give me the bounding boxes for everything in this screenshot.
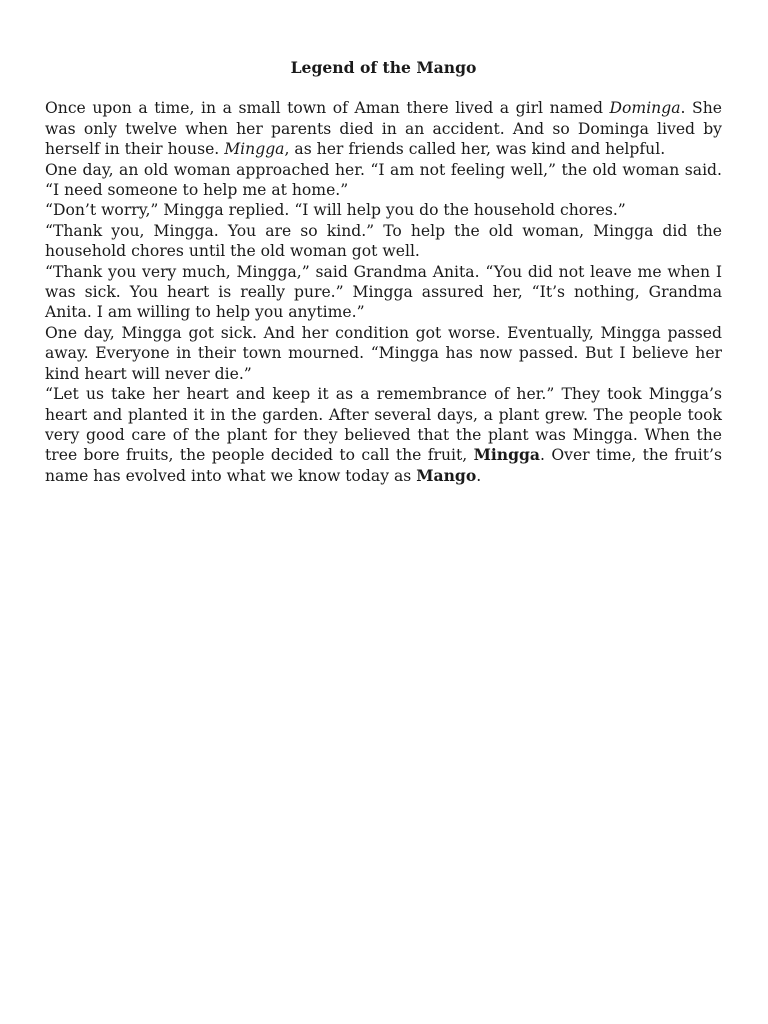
paragraph: [45, 160, 722, 201]
paragraph-text: “Thank you, Mingga. You are so kind.” To help the old woman, Mingga did the household chores until the old woman got well.: [45, 221, 722, 261]
italic-text: Dominga: [609, 99, 681, 118]
paragraph: [45, 323, 722, 384]
paragraph-text: One day, Mingga got sick. And her condition got worse. Eventually, Mingga passed away. Everyone in their town mourned. “Mingga has now passed. But I believe her kind heart will never die.”: [45, 323, 722, 383]
bold-text: Mango: [416, 465, 477, 485]
paragraph-text: “Let us take her heart and keep it as a remembrance of her.” They took Mingga’s heart and planted it in the garden. After several days, a plant grew. The people took very good care of the plant for they believed that the plant was Mingga. When the tree bore fruits, the people decided to call the fruit,: [45, 385, 722, 465]
paragraph: [45, 98, 722, 159]
paragraph: [45, 262, 722, 323]
paragraph-text: “Don’t worry,” Mingga replied. “I will help you do the household chores.”: [45, 201, 626, 220]
document-title: Legend of the Mango: [290, 58, 477, 77]
paragraph: [45, 200, 722, 220]
italic-text: Mingga: [224, 140, 285, 159]
paragraph-text: Once upon a time, in a small town of Aman there lived a girl named: [45, 99, 610, 118]
paragraph-text: . Over time, the fruit’s name has evolved into what we know today as: [45, 446, 722, 485]
paragraph-text: , as her friends called her, was kind and helpful.: [284, 140, 666, 159]
paragraph-text: “Thank you very much, Mingga,” said Grandma Anita. “You did not leave me when I was sick. You heart is really pure.” Mingga assured her, “It’s nothing, Grandma Anita. I am willing to help you anytime.”: [45, 262, 722, 322]
paragraph-text: .: [476, 466, 482, 485]
paragraph-text: . She was only twelve when her parents died in an accident. And so Dominga lived by herself in their house.: [45, 99, 722, 159]
paragraph-text: One day, an old woman approached her. “I am not feeling well,” the old woman said. “I need someone to help me at home.”: [45, 160, 722, 200]
paragraph: [45, 221, 722, 262]
paragraph: [45, 384, 722, 486]
bold-text: Mingga: [473, 445, 541, 465]
document-body: [45, 98, 722, 486]
document-page: [45, 58, 722, 486]
